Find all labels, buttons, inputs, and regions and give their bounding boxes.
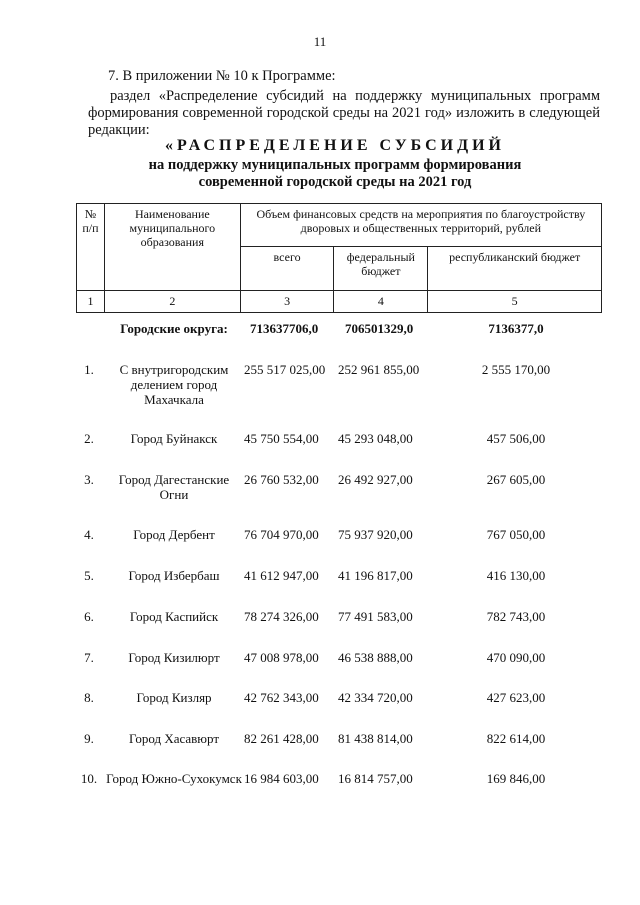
row-federal: 252 961 855,00 (338, 362, 420, 377)
row-federal: 16 814 757,00 (338, 771, 413, 786)
row-republic: 416 130,00 (486, 568, 546, 583)
row-name: С внутригородским делением город Махачкала (119, 362, 229, 407)
header-republic: республиканский бюджет (428, 247, 602, 291)
row-name: Город Буйнакск (130, 431, 218, 446)
row-total: 42 762 343,00 (244, 690, 319, 705)
intro-line-3: формирования современной городской среды на 2021 год» изложить в следующей (88, 105, 600, 121)
document-title: «РАСПРЕДЕЛЕНИЕ СУБСИДИЙ (164, 137, 505, 154)
row-num: 1. (84, 362, 94, 377)
col-number-4: 4 (334, 291, 428, 313)
row-name: Город Хасавюрт (128, 731, 220, 746)
summary-total: 713637706,0 (250, 321, 319, 336)
intro-line-2: раздел «Распределение субсидий на поддержку муниципальных программ (110, 88, 600, 104)
table-header (76, 203, 602, 313)
col-number-3: 3 (240, 291, 334, 313)
row-federal: 81 438 814,00 (338, 731, 413, 746)
row-federal: 26 492 927,00 (338, 472, 413, 487)
row-name: Город Кизилюрт (128, 650, 220, 665)
row-name: Город Каспийск (129, 609, 219, 624)
row-num: 10. (80, 771, 98, 786)
row-republic: 427 623,00 (486, 690, 546, 705)
row-num: 8. (84, 690, 94, 705)
row-num: 9. (84, 731, 94, 746)
col-number-5: 5 (428, 291, 602, 313)
row-total: 16 984 603,00 (244, 771, 319, 786)
row-name: Город Избербаш (128, 568, 220, 583)
row-republic: 470 090,00 (486, 650, 546, 665)
row-total: 82 261 428,00 (244, 731, 319, 746)
document-subtitle-line-2: современной городской среды на 2021 год (198, 174, 472, 190)
row-federal: 75 937 920,00 (338, 527, 413, 542)
row-total: 76 704 970,00 (244, 527, 319, 542)
row-num: 2. (84, 431, 94, 446)
row-republic: 822 614,00 (486, 731, 546, 746)
row-federal: 41 196 817,00 (338, 568, 413, 583)
header-federal: федеральный бюджет (334, 247, 428, 291)
row-republic: 267 605,00 (486, 472, 546, 487)
row-federal: 77 491 583,00 (338, 609, 413, 624)
row-name: Город Дагестанские Огни (118, 472, 230, 502)
row-name: Город Кизляр (136, 690, 212, 705)
row-republic: 169 846,00 (486, 771, 546, 786)
row-federal: 45 293 048,00 (338, 431, 413, 446)
row-total: 47 008 978,00 (244, 650, 319, 665)
summary-name: Городские округа: (120, 321, 228, 336)
row-republic: 457 506,00 (486, 431, 546, 446)
row-num: 5. (84, 568, 94, 583)
row-num: 3. (84, 472, 94, 487)
row-total: 26 760 532,00 (244, 472, 319, 487)
row-num: 6. (84, 609, 94, 624)
header-name: Наименование муниципального образования (104, 204, 240, 291)
row-name: Город Дербент (133, 527, 215, 542)
col-number-1: 1 (77, 291, 105, 313)
document-subtitle-line-1: на поддержку муниципальных программ формирования (148, 157, 522, 173)
row-total: 45 750 554,00 (244, 431, 319, 446)
header-volume: Объем финансовых средств на мероприятия по благоустройству дворовых и общественных территорий, рублей (240, 204, 601, 247)
row-num: 7. (84, 650, 94, 665)
row-republic: 767 050,00 (486, 527, 546, 542)
summary-federal: 706501329,0 (345, 321, 414, 336)
row-total: 78 274 326,00 (244, 609, 319, 624)
row-republic: 782 743,00 (486, 609, 546, 624)
summary-republic: 7136377,0 (488, 321, 544, 336)
row-num: 4. (84, 527, 94, 542)
row-total: 41 612 947,00 (244, 568, 319, 583)
row-total: 255 517 025,00 (244, 362, 326, 377)
row-federal: 46 538 888,00 (338, 650, 413, 665)
header-total: всего (240, 247, 334, 291)
row-name: Город Южно-Сухокумск (106, 771, 242, 786)
col-number-2: 2 (104, 291, 240, 313)
header-num: № п/п (77, 204, 105, 291)
intro-line-1: 7. В приложении № 10 к Программе: (108, 68, 336, 84)
intro-line-4: редакции: (88, 122, 150, 138)
page-number: 11 (313, 34, 327, 49)
row-federal: 42 334 720,00 (338, 690, 413, 705)
row-republic: 2 555 170,00 (481, 362, 551, 377)
